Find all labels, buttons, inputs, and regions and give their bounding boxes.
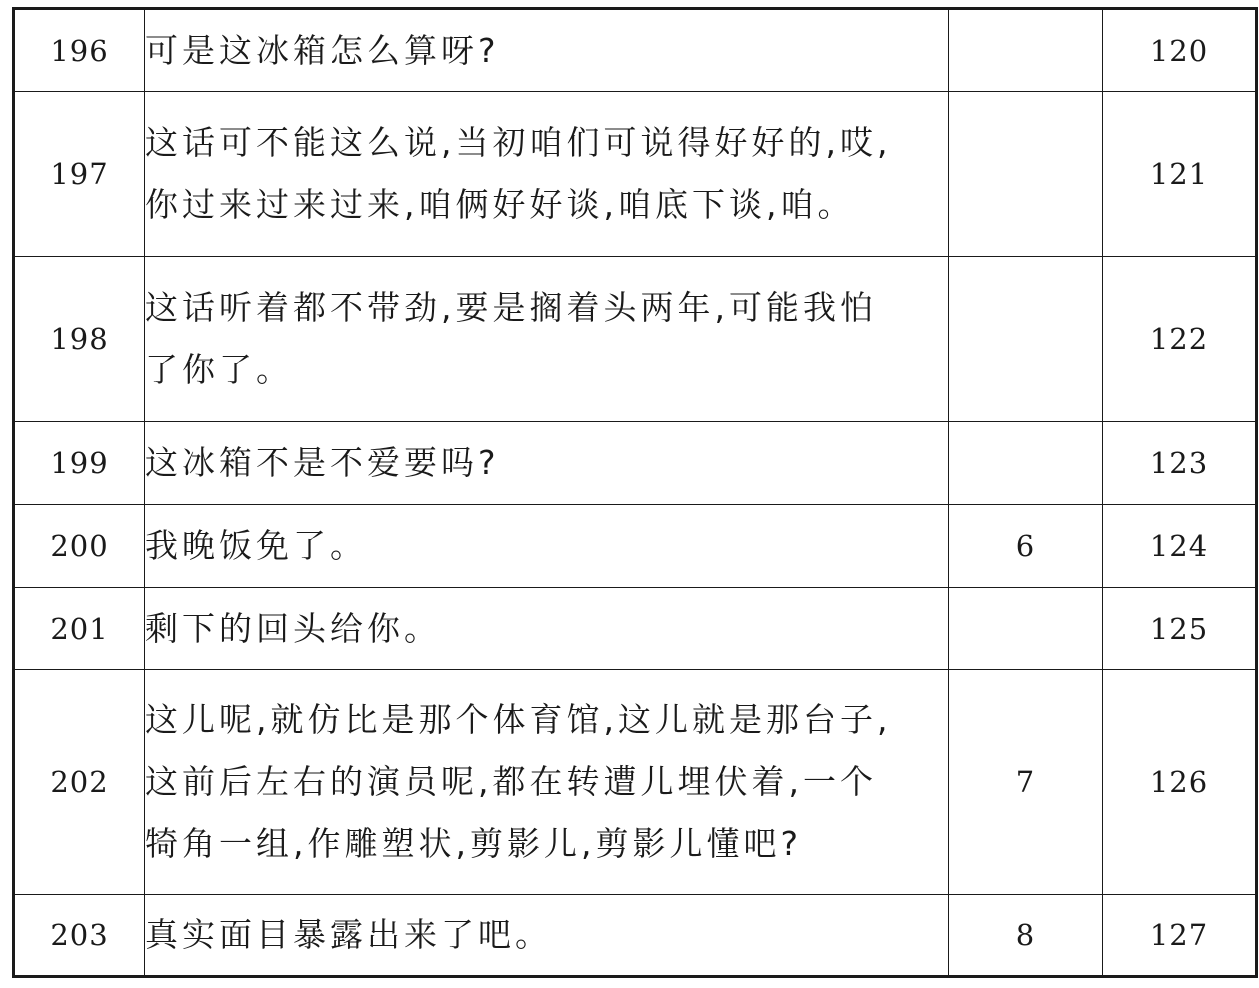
dialogue-text: 这冰箱不是不爱要吗? [145, 422, 949, 505]
line-number: 201 [14, 588, 145, 670]
scene-number: 6 [949, 505, 1103, 588]
line-number: 203 [14, 895, 145, 977]
page-number: 124 [1103, 505, 1257, 588]
page-number: 123 [1103, 422, 1257, 505]
scene-number: 7 [949, 670, 1103, 895]
scene-number: 8 [949, 895, 1103, 977]
line-number: 199 [14, 422, 145, 505]
line-number: 200 [14, 505, 145, 588]
page-number: 121 [1103, 92, 1257, 257]
dialogue-text: 这儿呢,就仿比是那个体育馆,这儿就是那台子, 这前后左右的演员呢,都在转遭儿埋伏着,一个 犄角一组,作雕塑状,剪影儿,剪影儿懂吧? [145, 670, 949, 895]
dialogue-text: 可是这冰箱怎么算呀? [145, 9, 949, 92]
scene-number [949, 422, 1103, 505]
line-number: 196 [14, 9, 145, 92]
table-row [14, 895, 1257, 977]
scene-number [949, 588, 1103, 670]
dialogue-text: 剩下的回头给你。 [145, 588, 949, 670]
table-row [14, 92, 1257, 257]
scene-number [949, 257, 1103, 422]
table-row [14, 505, 1257, 588]
table-row [14, 670, 1257, 895]
dialogue-table [12, 7, 1258, 978]
table-row [14, 9, 1257, 92]
page-number: 122 [1103, 257, 1257, 422]
dialogue-text: 这话可不能这么说,当初咱们可说得好好的,哎, 你过来过来过来,咱俩好好谈,咱底下谈,咱。 [145, 92, 949, 257]
line-number: 198 [14, 257, 145, 422]
dialogue-text: 这话听着都不带劲,要是搁着头两年,可能我怕 了你了。 [145, 257, 949, 422]
page-number: 127 [1103, 895, 1257, 977]
line-number: 202 [14, 670, 145, 895]
table-row [14, 422, 1257, 505]
scene-number [949, 92, 1103, 257]
scene-number [949, 9, 1103, 92]
table-row [14, 257, 1257, 422]
document-page [12, 7, 1255, 978]
page-number: 126 [1103, 670, 1257, 895]
page-number: 120 [1103, 9, 1257, 92]
table-row [14, 588, 1257, 670]
dialogue-text: 我晚饭免了。 [145, 505, 949, 588]
dialogue-text: 真实面目暴露出来了吧。 [145, 895, 949, 977]
line-number: 197 [14, 92, 145, 257]
page-number: 125 [1103, 588, 1257, 670]
